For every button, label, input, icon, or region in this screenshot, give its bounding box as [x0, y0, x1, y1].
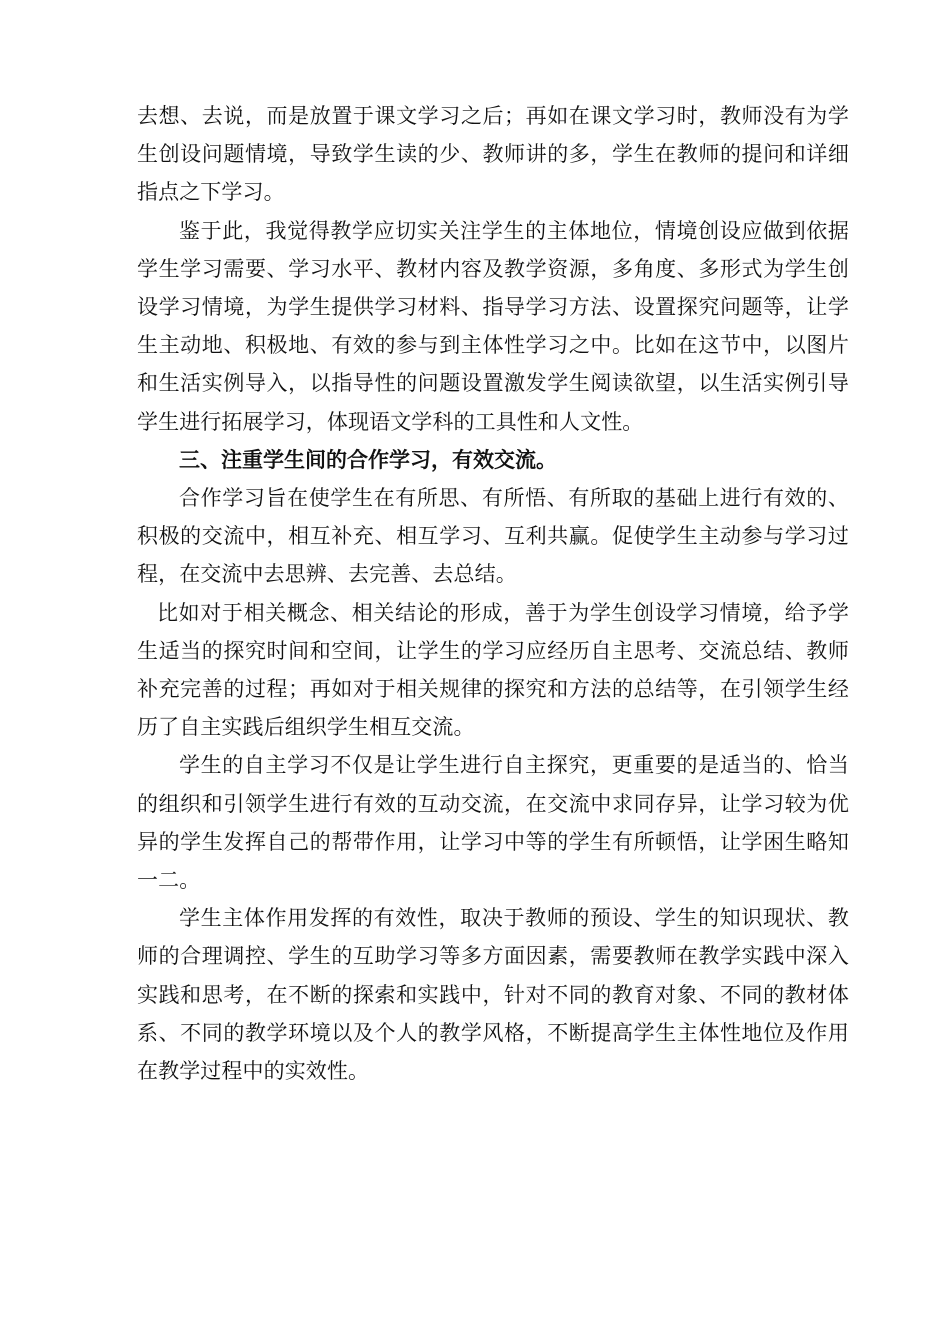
paragraph-continuation: 去想、去说，而是放置于课文学习之后；再如在课文学习时，教师没有为学生创设问题情境，导致学生读的少、教师讲的多，学生在教师的提问和详细指点之下学习。	[137, 104, 849, 205]
document-page	[137, 97, 849, 1090]
paragraph-autonomous-learning: 学生的自主学习不仅是让学生进行自主探究，更重要的是适当的、恰当的组织和引领学生进行有效的互动交流，在交流中求同存异，让学习较为优异的学生发挥自己的帮带作用，让学习中等的学生有所顿悟，让学困生略知一二。	[137, 753, 849, 893]
paragraph-conclusion: 学生主体作用发挥的有效性，取决于教师的预设、学生的知识现状、教师的合理调控、学生的互助学习等多方面因素，需要教师在教学实践中深入实践和思考，在不断的探索和实践中，针对不同的教育对象、不同的教材体系、不同的教学环境以及个人的教学风格，不断提高学生主体性地位及作用在教学过程中的实效性。	[137, 906, 849, 1084]
section-heading-three: 三、注重学生间的合作学习，有效交流。	[179, 447, 557, 472]
paragraph-cooperative-learning: 合作学习旨在使学生在有所思、有所悟、有所取的基础上进行有效的、积极的交流中，相互补充、相互学习、互利共赢。促使学生主动参与学习过程，在交流中去思辨、去完善、去总结。	[137, 486, 849, 587]
paragraph-situation-design: 鉴于此，我觉得教学应切实关注学生的主体地位，情境创设应做到依据学生学习需要、学习水平、教材内容及教学资源，多角度、多形式为学生创设学习情境，为学生提供学习材料、指导学习方法、设置探究问题等，让学生主动地、积极地、有效的参与到主体性学习之中。比如在这节中，以图片和生活实例导入，以指导性的问题设置激发学生阅读欲望，以生活实例引导学生进行拓展学习，体现语文学科的工具性和人文性。	[137, 218, 849, 434]
paragraph-example: 比如对于相关概念、相关结论的形成，善于为学生创设学习情境，给予学生适当的探究时间和空间，让学生的学习应经历自主思考、交流总结、教师补充完善的过程；再如对于相关规律的探究和方法的总结等，在引领学生经历了自主实践后组织学生相互交流。	[137, 600, 849, 740]
